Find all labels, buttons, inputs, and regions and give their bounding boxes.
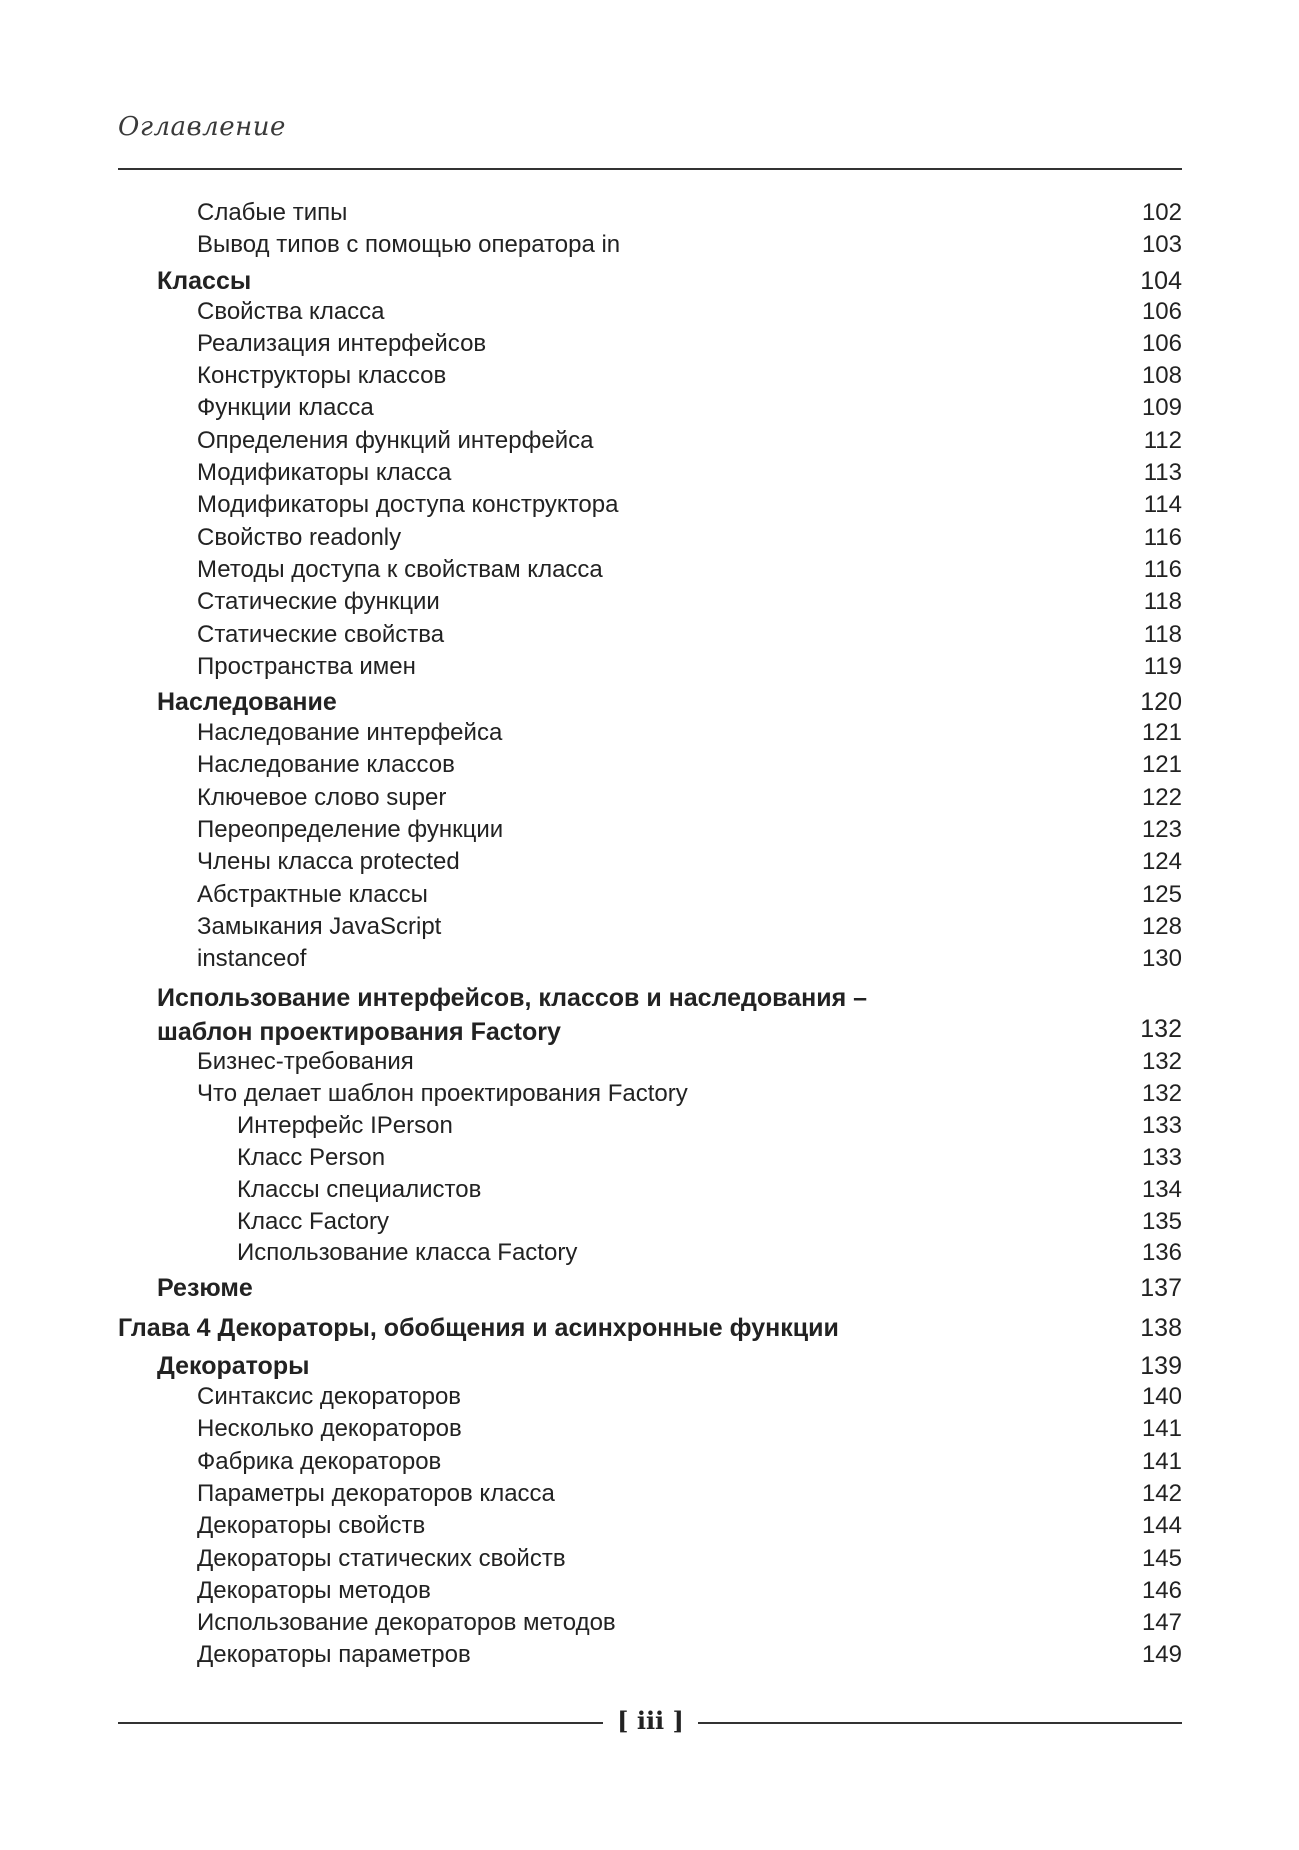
toc-entry-page: 121 (1141, 751, 1182, 779)
toc-entry-title-line: шаблон проектирования Factory (157, 1017, 561, 1046)
toc-entry-page: 132 (1141, 1079, 1182, 1107)
toc-entry-title: Классы специалистов (237, 1175, 482, 1203)
toc-entry-title: Классы (157, 266, 252, 295)
toc-entry-title: Свойство readonly (197, 523, 402, 551)
toc-entry-title: Свойства класса (197, 297, 385, 325)
toc-entry[interactable] (0, 1638, 1299, 1670)
toc-entry-page: 145 (1141, 1544, 1182, 1572)
toc-entry-page: 102 (1141, 199, 1182, 226)
toc-entry[interactable] (0, 261, 1299, 295)
toc-entry-title: Реализация интерфейсов (197, 329, 487, 357)
toc-entry-page: 133 (1141, 1112, 1182, 1140)
toc-entry-title: Переопределение функции (197, 816, 504, 844)
toc-entry-page: 106 (1141, 297, 1182, 325)
toc-entry-title: Использование декораторов методов (197, 1609, 616, 1637)
toc-entry[interactable] (0, 585, 1299, 617)
toc-entry[interactable] (0, 910, 1299, 942)
toc-entry-title: Декораторы методов (197, 1576, 431, 1604)
toc-entry[interactable] (0, 942, 1299, 974)
toc-entry-page: 138 (1140, 1314, 1182, 1343)
toc-entry[interactable] (0, 1445, 1299, 1477)
toc-entry[interactable] (0, 1542, 1299, 1574)
toc-entry[interactable] (0, 650, 1299, 682)
toc-entry-title: Пространства имен (197, 652, 416, 680)
toc-entry-title: Вывод типов с помощью оператора in (197, 231, 621, 259)
toc-entry[interactable] (0, 1109, 1299, 1141)
running-header: Оглавление (118, 112, 286, 142)
toc-entry[interactable] (0, 748, 1299, 780)
toc-entry-page: 147 (1141, 1609, 1182, 1637)
toc-entry[interactable] (0, 196, 1299, 228)
toc-entry-title: Модификаторы класса (197, 459, 452, 487)
toc-entry-title: Декораторы статических свойств (197, 1544, 566, 1572)
toc-entry-page: 132 (1141, 1047, 1182, 1075)
toc-entry-title: Наследование (157, 688, 337, 717)
toc-entry-page: 149 (1141, 1641, 1182, 1669)
toc-entry-title: Наследование интерфейса (197, 719, 503, 747)
toc-entry-page: 121 (1141, 719, 1182, 747)
toc-entry-title: Абстрактные классы (197, 880, 428, 908)
toc-entry[interactable] (0, 1412, 1299, 1444)
toc-entry[interactable] (0, 1380, 1299, 1412)
toc-entry[interactable] (0, 1509, 1299, 1541)
toc-entry-title: Декораторы свойств (197, 1512, 426, 1540)
toc-entry-title: Глава 4 Декораторы, обобщения и асинхронные функции (118, 1314, 839, 1343)
toc-entry-page: 112 (1143, 426, 1182, 454)
toc-entry-title: Декораторы параметров (197, 1641, 471, 1669)
toc-entry-page: 135 (1141, 1207, 1182, 1235)
toc-entry-page: 116 (1143, 523, 1182, 551)
toc-entry-page: 140 (1141, 1383, 1182, 1411)
toc-entry-page: 108 (1141, 362, 1182, 390)
footer-rule-left (118, 1722, 603, 1724)
toc-entry-title: Ключевое слово super (197, 783, 447, 811)
toc-entry[interactable] (0, 1077, 1299, 1109)
toc-entry-page: 114 (1143, 491, 1182, 519)
toc-entry-page: 133 (1141, 1143, 1182, 1171)
toc-entry-page: 116 (1143, 555, 1182, 583)
toc-entry[interactable] (0, 618, 1299, 650)
toc-entry-page: 103 (1141, 231, 1182, 259)
toc-entry-page: 106 (1141, 329, 1182, 357)
toc-entry-page: 134 (1141, 1175, 1182, 1203)
toc-entry-page: 132 (1140, 1014, 1182, 1043)
toc-entry[interactable] (0, 1302, 1299, 1346)
toc-entry[interactable] (0, 456, 1299, 488)
toc-entry-title: Члены класса protected (197, 848, 460, 876)
toc-entry-page: 124 (1141, 848, 1182, 876)
toc-entry[interactable] (0, 716, 1299, 748)
toc-entry-page: 130 (1141, 945, 1182, 973)
toc-entry[interactable] (0, 1205, 1299, 1237)
toc-entry-page: 120 (1140, 688, 1182, 717)
toc-entry-page: 122 (1141, 783, 1182, 811)
toc-entry-page: 146 (1141, 1576, 1182, 1604)
toc-entry-title: Фабрика декораторов (197, 1447, 442, 1475)
toc-entry-page: 137 (1140, 1274, 1182, 1303)
toc-entry-page: 123 (1141, 816, 1182, 844)
toc-entry[interactable] (0, 1045, 1299, 1077)
toc-entry[interactable] (0, 1141, 1299, 1173)
toc-entry-page: 128 (1141, 912, 1182, 940)
toc-entry-title: Определения функций интерфейса (197, 426, 594, 454)
toc-entry[interactable] (0, 682, 1299, 716)
toc-entry[interactable] (0, 1346, 1299, 1380)
toc-entry-title: Синтаксис декораторов (197, 1383, 462, 1411)
toc-entry-title: instanceof (197, 945, 307, 973)
toc-entry-title: Класс Person (237, 1143, 386, 1171)
toc-entry-page: 118 (1143, 620, 1182, 648)
toc-entry-page: 104 (1140, 266, 1182, 295)
toc-entry[interactable] (0, 553, 1299, 585)
toc-entry[interactable] (0, 1173, 1299, 1205)
toc-entry-title (157, 981, 867, 1049)
toc-entry-page: 109 (1141, 394, 1182, 422)
toc-entry-title: Наследование классов (197, 751, 455, 779)
page-number: [ iii ] (617, 1706, 684, 1735)
toc-entry-page: 141 (1141, 1447, 1182, 1475)
toc-entry-title: Бизнес-требования (197, 1047, 414, 1075)
toc-entry-title-line: Использование интерфейсов, классов и наследования – (157, 983, 868, 1012)
toc-entry-title: Методы доступа к свойствам класса (197, 555, 603, 583)
toc-entry[interactable] (0, 975, 1299, 1045)
toc-entry-title: Резюме (157, 1274, 253, 1303)
toc-entry-title: Функции класса (197, 394, 374, 422)
toc-entry[interactable] (0, 1606, 1299, 1638)
toc-entry[interactable] (0, 359, 1299, 391)
toc-entry-page: 142 (1141, 1480, 1182, 1507)
toc-entry[interactable] (0, 1477, 1299, 1509)
toc-entry-title: Параметры декораторов класса (197, 1480, 555, 1507)
toc-entry[interactable] (0, 845, 1299, 877)
toc-entry-page: 139 (1140, 1352, 1182, 1381)
toc-entry[interactable] (0, 391, 1299, 423)
toc-entry-title: Статические функции (197, 588, 440, 616)
toc-entry[interactable] (0, 228, 1299, 260)
toc-entry[interactable] (0, 878, 1299, 910)
toc-entry-page: 118 (1143, 588, 1182, 616)
toc-entry-page: 125 (1141, 880, 1182, 908)
toc-entry-title: Статические свойства (197, 620, 445, 648)
toc-entry-title: Класс Factory (237, 1207, 390, 1235)
toc-entry[interactable] (0, 424, 1299, 456)
toc-entry-page: 136 (1141, 1239, 1182, 1267)
toc-entry-page: 141 (1141, 1415, 1182, 1443)
toc-entry-title: Декораторы (157, 1352, 310, 1381)
toc-entry[interactable] (0, 327, 1299, 359)
toc-entry[interactable] (0, 781, 1299, 813)
toc-entry[interactable] (0, 1574, 1299, 1606)
toc-entry-page: 119 (1143, 652, 1182, 680)
table-of-contents (0, 196, 1299, 1671)
toc-entry[interactable] (0, 813, 1299, 845)
toc-entry[interactable] (0, 295, 1299, 327)
toc-entry[interactable] (0, 521, 1299, 553)
toc-entry-title: Замыкания JavaScript (197, 912, 442, 940)
footer-rule-right (698, 1722, 1182, 1724)
toc-entry[interactable] (0, 1268, 1299, 1302)
toc-entry-title: Интерфейс IPerson (237, 1112, 453, 1140)
toc-entry[interactable] (0, 1236, 1299, 1268)
toc-entry-title: Несколько декораторов (197, 1415, 462, 1443)
toc-entry-title: Слабые типы (197, 199, 348, 226)
toc-entry-page: 113 (1143, 459, 1182, 487)
header-rule (118, 168, 1182, 170)
toc-entry-title: Что делает шаблон проектирования Factory (197, 1079, 688, 1107)
toc-entry-title: Модификаторы доступа конструктора (197, 491, 619, 519)
toc-entry-title: Конструкторы классов (197, 362, 447, 390)
toc-entry[interactable] (0, 488, 1299, 520)
toc-entry-title: Использование класса Factory (237, 1239, 578, 1267)
toc-entry-page: 144 (1141, 1512, 1182, 1540)
